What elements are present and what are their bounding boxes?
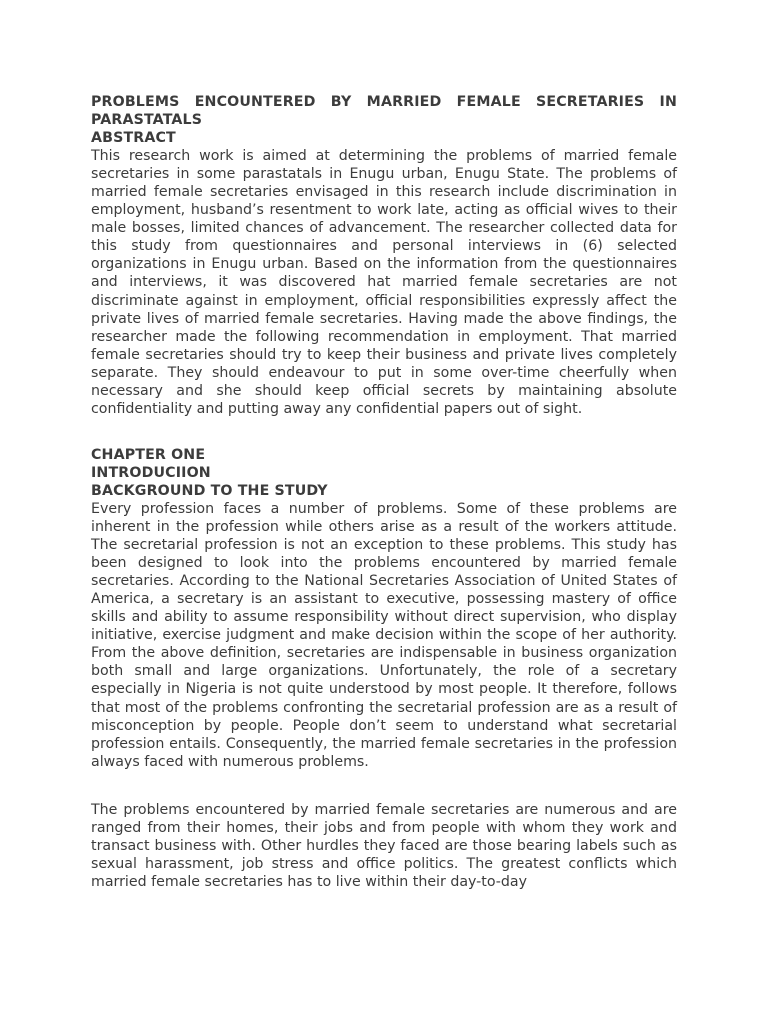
problems-paragraph: The problems encountered by married female secretaries are numerous and are ranged from their homes, their jobs and from people with whom they work and transact business with. Other hurdles they faced are those bearing labels such as sexual harassment, job stress and office politics. The greatest conflicts which married female secretaries has to live within their day-to-day [91,801,677,890]
background-paragraph: Every profession faces a number of problems. Some of these problems are inherent in the profession while others arise as a result of the workers attitude. The secretarial profession is not an exception to these problems. This study has been designed to look into the problems encountered by married female secretaries. According to the National Secretaries Association of United States of America, a secretary is an assistant to executive, possessing mastery of office skills and ability to assume responsibility without direct supervision, who display initiative, exercise judgment and make decision within the scope of her authority. From the above definition, secretaries are indispensable in business organization both small and large organizations. Unfortunately, the role of a secretary especially in Nigeria is not quite understood by most people. It therefore, follows that most of the problems confronting the secretarial profession are as a result of misconception by people. People don’t seem to understand what secretarial profession entails. Consequently, the married female secretaries in the profession always faced with numerous problems. [91,500,677,770]
introduction-heading: INTRODUCIION [91,464,211,481]
abstract-heading: ABSTRACT [91,130,176,147]
section-spacer [91,418,677,446]
chapter-heading: CHAPTER ONE [91,446,206,463]
document-title: PROBLEMS ENCOUNTERED BY MARRIED FEMALE SECRETARIES IN PARASTATALS [91,94,677,129]
abstract-paragraph: This research work is aimed at determining the problems of married female secretaries in some parastatals in Enugu urban, Enugu State. The problems of married female secretaries envisaged in this research include discrimination in employment, husband’s resentment to work late, acting as official wives to their male bosses, limited chances of advancement. The researcher collected data for this study from questionnaires and personal interviews in (6) selected organizations in Enugu urban. Based on the information from the questionnaires and interviews, it was discovered hat married female secretaries are not discriminate against in employment, official responsibilities expressly affect the private lives of married female secretaries. Having made the above findings, the researcher made the following recommendation in employment. That married female secretaries should try to keep their business and private lives completely separate. They should endeavour to put in some over-time cheerfully when necessary and she should keep official secrets by maintaining absolute confidentiality and putting away any confidential papers out of sight. [91,148,677,417]
background-heading: BACKGROUND TO THE STUDY [91,482,328,499]
document-page [91,93,677,891]
paragraph-spacer [91,771,677,801]
